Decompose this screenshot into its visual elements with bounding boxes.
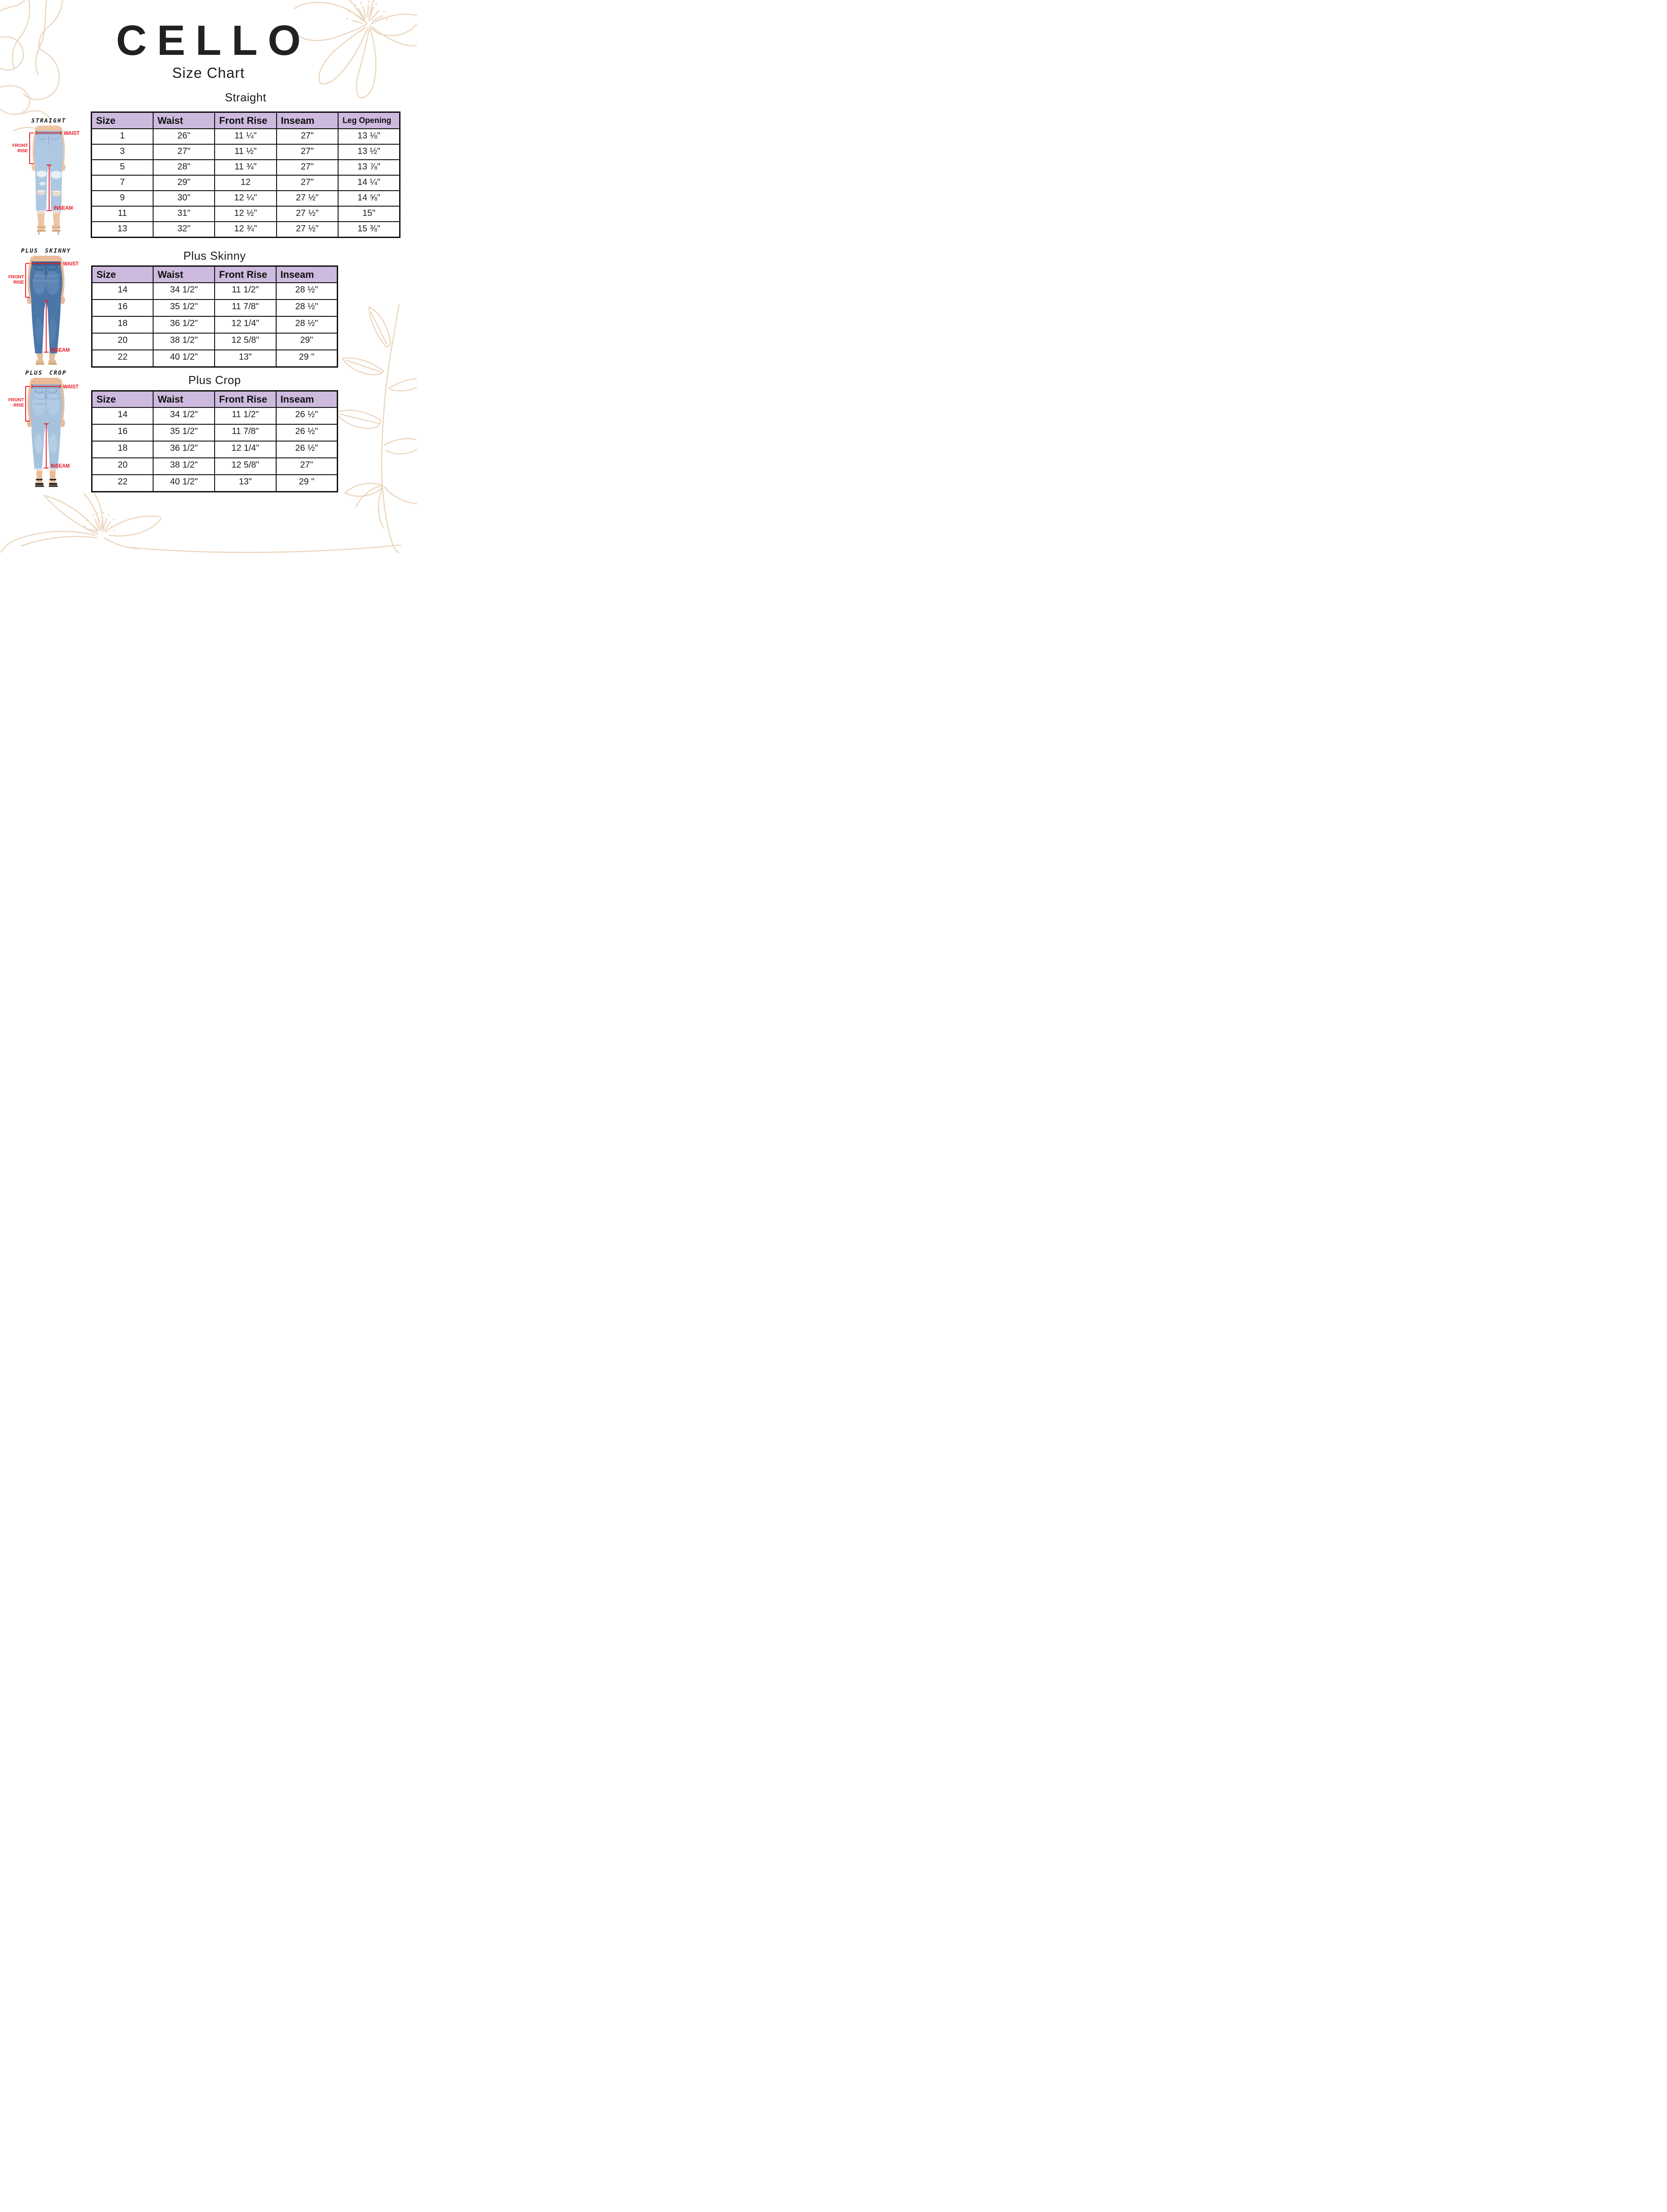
column-header: Size xyxy=(92,391,154,408)
column-header: Inseam xyxy=(276,391,338,408)
column-header: Size xyxy=(92,112,153,129)
straight-size-table xyxy=(91,111,400,238)
size-cell: 35 1/2" xyxy=(153,424,215,441)
size-cell: 34 1/2" xyxy=(153,283,215,300)
size-cell: 1 xyxy=(92,129,153,144)
header-row xyxy=(92,112,400,129)
brand-logo: CELLO xyxy=(116,17,311,64)
size-cell: 13 xyxy=(92,222,153,238)
plus-skinny-figure-label: PLUS SKINNY xyxy=(21,248,71,254)
size-cell: 16 xyxy=(92,424,154,441)
front-rise-label: RISE xyxy=(13,280,24,285)
size-cell: 35 1/2" xyxy=(153,300,215,316)
table-row xyxy=(92,175,400,191)
size-cell: 13" xyxy=(215,475,276,492)
table-row xyxy=(92,160,400,175)
size-cell: 11 ¼" xyxy=(215,129,276,144)
size-cell: 11 ¾" xyxy=(215,160,276,175)
size-cell: 26 ½" xyxy=(276,424,338,441)
size-cell: 12 5/8" xyxy=(215,458,276,475)
size-cell: 9 xyxy=(92,191,153,206)
page-title: Size Chart xyxy=(172,65,245,81)
size-cell: 13" xyxy=(215,350,276,367)
size-cell: 38 1/2" xyxy=(153,333,215,350)
size-cell: 16 xyxy=(92,300,154,316)
size-cell: 27" xyxy=(277,175,338,191)
column-header: Inseam xyxy=(276,266,338,283)
size-cell: 27 ½" xyxy=(277,222,338,238)
table-row xyxy=(92,283,338,300)
size-cell: 15 ⅜" xyxy=(338,222,400,238)
size-cell: 27" xyxy=(277,144,338,160)
size-cell: 36 1/2" xyxy=(153,316,215,333)
waist-label: WAIST xyxy=(63,384,79,390)
size-cell: 29" xyxy=(153,175,215,191)
header-row xyxy=(92,266,338,283)
size-cell: 22 xyxy=(92,350,154,367)
size-cell: 13 ½" xyxy=(338,144,400,160)
size-cell: 26 ½" xyxy=(276,407,338,424)
size-cell: 28" xyxy=(153,160,215,175)
size-cell: 28 ½" xyxy=(276,316,338,333)
header-row xyxy=(92,391,338,408)
table-row xyxy=(92,144,400,160)
size-cell: 38 1/2" xyxy=(153,458,215,475)
size-cell: 27" xyxy=(153,144,215,160)
column-header: Size xyxy=(92,266,154,283)
section-heading-plus-skinny: Plus Skinny xyxy=(183,249,246,262)
waist-label: WAIST xyxy=(63,261,79,267)
size-cell: 32" xyxy=(153,222,215,238)
leaf-branch-right-icon xyxy=(328,304,417,553)
waist-label: WAIST xyxy=(64,131,80,136)
column-header: Leg Opening xyxy=(338,112,400,129)
table-row xyxy=(92,129,400,144)
size-cell: 18 xyxy=(92,441,154,458)
table-row xyxy=(92,407,338,424)
size-cell: 12 5/8" xyxy=(215,333,276,350)
front-rise-label: RISE xyxy=(13,403,24,408)
size-cell: 14 ¼" xyxy=(338,175,400,191)
size-cell: 11 7/8" xyxy=(215,424,276,441)
size-cell: 11 xyxy=(92,206,153,222)
size-cell: 15" xyxy=(338,206,400,222)
plus-skinny-jeans-illustration xyxy=(8,255,81,366)
size-cell: 34 1/2" xyxy=(153,407,215,424)
size-cell: 31" xyxy=(153,206,215,222)
plus-skinny-size-table xyxy=(91,265,338,368)
table-row xyxy=(92,300,338,316)
size-cell: 7 xyxy=(92,175,153,191)
column-header: Front Rise xyxy=(215,112,276,129)
front-rise-label: RISE xyxy=(17,148,28,154)
size-cell: 14 xyxy=(92,283,154,300)
table-row xyxy=(92,350,338,367)
plus-crop-jeans-figure xyxy=(7,370,85,489)
inseam-label: INSEAM xyxy=(50,464,70,469)
size-cell: 40 1/2" xyxy=(153,350,215,367)
front-rise-label: FRONT xyxy=(8,274,24,280)
table-row xyxy=(92,475,338,492)
plus-crop-jeans-illustration xyxy=(8,377,81,489)
table-row xyxy=(92,191,400,206)
size-cell: 27" xyxy=(276,458,338,475)
size-cell: 27" xyxy=(277,160,338,175)
size-cell: 29 " xyxy=(276,475,338,492)
plus-crop-size-table xyxy=(91,390,338,492)
size-cell: 3 xyxy=(92,144,153,160)
size-cell: 36 1/2" xyxy=(153,441,215,458)
size-cell: 20 xyxy=(92,458,154,475)
size-cell: 27 ½" xyxy=(277,206,338,222)
table-row xyxy=(92,206,400,222)
size-cell: 30" xyxy=(153,191,215,206)
column-header: Inseam xyxy=(277,112,338,129)
size-cell: 29" xyxy=(276,333,338,350)
table-row xyxy=(92,316,338,333)
straight-figure-label: STRAIGHT xyxy=(31,118,66,124)
section-heading-straight: Straight xyxy=(225,91,266,104)
size-cell: 11 1/2" xyxy=(215,407,276,424)
size-cell: 22 xyxy=(92,475,154,492)
size-cell: 27" xyxy=(277,129,338,144)
table-row xyxy=(92,458,338,475)
size-cell: 40 1/2" xyxy=(153,475,215,492)
size-chart-page xyxy=(0,0,417,553)
table-row xyxy=(92,222,400,238)
table-row xyxy=(92,441,338,458)
size-cell: 12 ¾" xyxy=(215,222,276,238)
column-header: Waist xyxy=(153,391,215,408)
size-cell: 28 ½" xyxy=(276,283,338,300)
size-cell: 11 1/2" xyxy=(215,283,276,300)
size-cell: 28 ½" xyxy=(276,300,338,316)
size-cell: 20 xyxy=(92,333,154,350)
inseam-label: INSEAM xyxy=(54,206,73,211)
size-cell: 11 7/8" xyxy=(215,300,276,316)
straight-jeans-illustration xyxy=(13,125,84,236)
table-row xyxy=(92,424,338,441)
size-cell: 12 ¼" xyxy=(215,191,276,206)
size-cell: 13 ⅛" xyxy=(338,129,400,144)
size-cell: 13 ⅞" xyxy=(338,160,400,175)
front-rise-label: FRONT xyxy=(8,397,24,403)
size-cell: 12 xyxy=(215,175,276,191)
size-cell: 14 xyxy=(92,407,154,424)
section-heading-plus-crop: Plus Crop xyxy=(188,373,241,387)
size-cell: 12 ½" xyxy=(215,206,276,222)
flower-bottom-left-icon xyxy=(0,492,417,553)
size-cell: 11 ½" xyxy=(215,144,276,160)
column-header: Waist xyxy=(153,266,215,283)
size-cell: 14 ⅝" xyxy=(338,191,400,206)
column-header: Front Rise xyxy=(215,391,276,408)
size-cell: 26 ½" xyxy=(276,441,338,458)
size-cell: 12 1/4" xyxy=(215,441,276,458)
size-cell: 12 1/4" xyxy=(215,316,276,333)
plus-skinny-jeans-figure xyxy=(7,248,85,366)
size-cell: 18 xyxy=(92,316,154,333)
size-cell: 26" xyxy=(153,129,215,144)
inseam-label: INSEAM xyxy=(50,348,70,353)
size-cell: 29 " xyxy=(276,350,338,367)
straight-jeans-figure xyxy=(10,118,88,236)
column-header: Waist xyxy=(153,112,215,129)
plus-crop-figure-label: PLUS CROP xyxy=(25,370,67,376)
size-cell: 27 ½" xyxy=(277,191,338,206)
column-header: Front Rise xyxy=(215,266,276,283)
size-cell: 5 xyxy=(92,160,153,175)
table-row xyxy=(92,333,338,350)
front-rise-label: FRONT xyxy=(12,143,28,148)
